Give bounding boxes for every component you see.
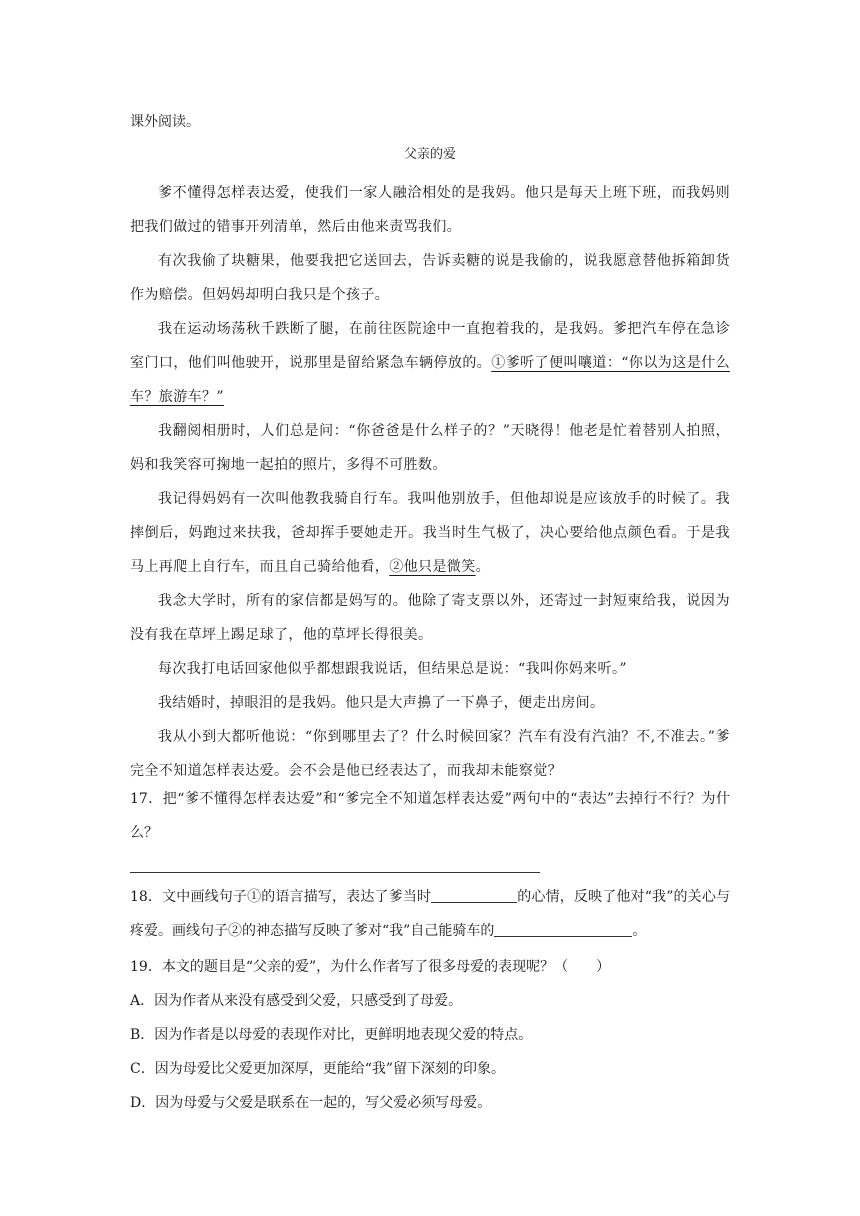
paragraph-end: 。 — [475, 559, 491, 575]
option-b[interactable]: B．因为作者是以母爱的表现作对比，更鲜明地表现父爱的特点。 — [130, 1027, 533, 1043]
option-d[interactable]: D．因为母爱与父爱是联系在一起的，写父爱必须写母爱。 — [130, 1095, 492, 1111]
passage-paragraph: 我从小到大都听他说：“你到哪里去了？什么时候回家？汽车有没有汽油？不,不准去。”爹完全不知道怎样表达爱。会不会是他已经表达了，而我却未能察觉？ — [130, 729, 730, 779]
passage-paragraph: 我念大学时，所有的家信都是妈写的。他除了寄支票以外，还寄过一封短柬给我，说因为没有我在草坪上踢足球了，他的草坪长得很美。 — [130, 593, 730, 643]
passage-title: 父亲的爱 — [403, 147, 456, 162]
passage-paragraph: 我结婚时，掉眼泪的是我妈。他只是大声擤了一下鼻子，便走出房间。 — [158, 695, 605, 711]
paragraph-text: 我记得妈妈有一次叫他教我骑自行车。我叫他别放手，但他却说是应该放手的时候了。我摔倒后，妈跑过来扶我，爸却挥手要她走开。我当时生气极了，决心要给他点颜色看。于是我马上再爬上自行车，而且自己骑给他看， — [130, 491, 730, 575]
passage-paragraph: 有次我偷了块糖果，他要我把它送回去，告诉卖糖的说是我偷的，说我愿意替他拆箱卸货作为赔偿。但妈妈却明白我只是个孩子。 — [130, 253, 730, 303]
question-18-text: 18．文中画线句子①的语言描写，表达了爹当时 — [130, 889, 432, 905]
passage-paragraph — [130, 312, 730, 414]
question-18-text: 的心情，反映了他对“我”的关心与疼爱。画线句子②的神态描写反映了爹对“我”自己能骑车的 — [130, 889, 730, 939]
passage-paragraph: 每次我打电话回家他似乎都想跟我说话，但结果总是说：“我叫你妈来听。” — [158, 661, 627, 677]
question-19: 19．本文的题目是“父亲的爱”，为什么作者写了很多母爱的表现呢？（ ） — [130, 959, 611, 975]
question-17: 17．把“爹不懂得怎样表达爱”和“爹完全不知道怎样表达爱”两句中的“表达”去掉行不行？为什么？ — [130, 791, 730, 841]
question-18 — [130, 880, 730, 948]
passage-paragraph — [130, 482, 730, 584]
passage-body — [130, 176, 730, 788]
answer-line-17[interactable] — [130, 872, 540, 873]
underlined-sentence-1: ①爹听了便叫嚷道：“你以为这是什么车？旅游车？” — [130, 355, 730, 405]
blank-18-2[interactable] — [494, 920, 632, 937]
paragraph-text: 我在运动场荡秋千跌断了腿，在前往医院途中一直抱着我的，是我妈。爹把汽车停在急诊室门口，他们叫他驶开，说那里是留给紧急车辆停放的。 — [130, 321, 730, 371]
passage-paragraph: 我翻阅相册时，人们总是问：“你爸爸是什么样子的？”天晓得！他老是忙着替别人拍照，妈和我笑容可掬地一起拍的照片，多得不可胜数。 — [130, 423, 730, 473]
underlined-sentence-2: ②他只是微笑 — [389, 559, 476, 575]
option-c[interactable]: C．因为母爱比父爱更加深厚，更能给“我”留下深刻的印象。 — [130, 1061, 506, 1077]
option-a[interactable]: A．因为作者从来没有感受到父爱，只感受到了母爱。 — [130, 993, 463, 1009]
blank-18-1[interactable] — [431, 886, 517, 903]
question-18-text: 。 — [632, 923, 647, 939]
passage-paragraph: 爹不懂得怎样表达爱，使我们一家人融洽相处的是我妈。他只是每天上班下班，而我妈则把我们做过的错事开列清单，然后由他来责骂我们。 — [130, 185, 730, 235]
section-heading: 课外阅读。 — [130, 114, 200, 130]
